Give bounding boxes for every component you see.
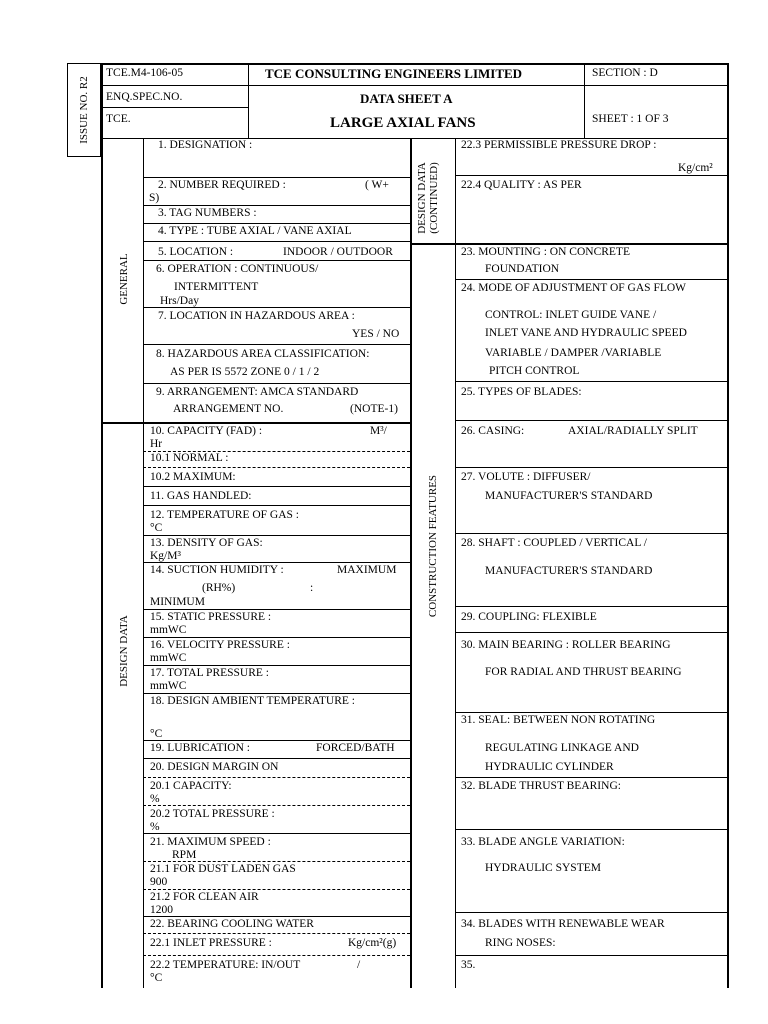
design-data-cont-label: DESIGN DATA (CONTINUED) <box>416 162 440 234</box>
field-22-2-sep: / <box>357 959 361 971</box>
field-20-label: 20. DESIGN MARGIN ON <box>150 761 279 773</box>
field-24-line-1: CONTROL: INLET GUIDE VANE / <box>485 309 657 321</box>
field-31-line-2: HYDRAULIC CYLINDER <box>485 761 614 773</box>
field-18-label: 18. DESIGN AMBIENT TEMPERATURE : <box>150 695 355 707</box>
company-name: TCE CONSULTING ENGINEERS LIMITED <box>265 66 523 81</box>
field-22-1-label: 22.1 INLET PRESSURE : <box>150 937 272 949</box>
field-10-label: 10. CAPACITY (FAD) : <box>150 425 263 437</box>
field-21-2-value: 1200 <box>150 904 173 916</box>
field-22-1-unit: Kg/cm²(g) <box>348 937 397 949</box>
field-19-value: FORCED/BATH <box>316 742 395 754</box>
field-7-value: YES / NO <box>352 328 400 340</box>
field-8-value: AS PER IS 5572 ZONE 0 / 1 / 2 <box>170 366 320 378</box>
field-16-unit: mmWC <box>150 652 187 664</box>
construction-features-label: CONSTRUCTION FEATURES <box>427 474 439 618</box>
field-12-label: 12. TEMPERATURE OF GAS : <box>150 509 299 521</box>
field-22-3-label: 22.3 PERMISSIBLE PRESSURE DROP : <box>461 139 657 151</box>
field-20-1-unit: % <box>150 793 160 805</box>
field-2-unit-b: S) <box>149 192 160 204</box>
field-20-2-unit: % <box>150 821 160 833</box>
field-34-label: 34. BLADES WITH RENEWABLE WEAR <box>461 918 665 930</box>
issue-number: ISSUE NO. R2 <box>78 76 90 144</box>
section-label: SECTION : D <box>592 67 658 79</box>
field-3-label: 3. TAG NUMBERS : <box>158 207 257 219</box>
field-18-unit: °C <box>150 728 163 740</box>
field-6-unit: Hrs/Day <box>160 295 199 307</box>
field-6-label: 6. OPERATION : CONTINUOUS/ <box>156 263 319 275</box>
field-20-1-label: 20.1 CAPACITY: <box>150 780 232 792</box>
field-1-label: 1. DESIGNATION : <box>158 139 253 151</box>
field-21-2-label: 21.2 FOR CLEAN AIR <box>150 891 259 903</box>
field-10-unit-b: Hr <box>150 438 163 450</box>
field-11-label: 11. GAS HANDLED: <box>150 490 252 502</box>
tce-label: TCE. <box>106 113 131 125</box>
field-25-label: 25. TYPES OF BLADES: <box>461 386 582 398</box>
field-29-label: 29. COUPLING: FLEXIBLE <box>461 611 597 623</box>
field-21-unit: RPM <box>172 849 197 861</box>
field-2-label: 2. NUMBER REQUIRED : <box>158 179 286 191</box>
field-10-2-label: 10.2 MAXIMUM: <box>150 471 236 483</box>
field-14-colon: : <box>310 582 314 594</box>
page-title: LARGE AXIAL FANS <box>330 115 476 131</box>
field-22-2-label: 22.2 TEMPERATURE: IN/OUT <box>150 959 301 971</box>
field-12-unit: °C <box>150 522 163 534</box>
field-30-value: FOR RADIAL AND THRUST BEARING <box>485 666 682 678</box>
field-21-1-value: 900 <box>150 876 168 888</box>
field-30-label: 30. MAIN BEARING : ROLLER BEARING <box>461 639 671 651</box>
field-22-4-label: 22.4 QUALITY : AS PER <box>461 179 582 191</box>
field-28-value: MANUFACTURER'S STANDARD <box>485 565 653 577</box>
field-6-value: INTERMITTENT <box>174 281 259 293</box>
field-27-label: 27. VOLUTE : DIFFUSER/ <box>461 471 591 483</box>
field-24-line-3: VARIABLE / DAMPER /VARIABLE <box>485 347 662 359</box>
field-2-unit: ( W+ <box>365 179 389 191</box>
field-7-label: 7. LOCATION IN HAZARDOUS AREA : <box>158 310 355 322</box>
field-26-label: 26. CASING: <box>461 425 525 437</box>
field-23-value: FOUNDATION <box>485 263 560 275</box>
field-33-label: 33. BLADE ANGLE VARIATION: <box>461 836 625 848</box>
field-9-value: ARRANGEMENT NO. <box>173 403 284 415</box>
field-17-label: 17. TOTAL PRESSURE : <box>150 667 269 679</box>
field-14-min: MINIMUM <box>150 596 205 608</box>
field-35-label: 35. <box>461 959 476 971</box>
field-20-2-label: 20.2 TOTAL PRESSURE : <box>150 808 275 820</box>
field-5-label: 5. LOCATION : <box>158 246 234 258</box>
field-26-value: AXIAL/RADIALLY SPLIT <box>568 425 698 437</box>
design-data-label: DESIGN DATA <box>118 615 130 687</box>
field-9-note: (NOTE-1) <box>350 403 398 415</box>
field-24-label: 24. MODE OF ADJUSTMENT OF GAS FLOW <box>461 282 687 294</box>
field-14-label: 14. SUCTION HUMIDITY : <box>150 564 284 576</box>
field-15-unit: mmWC <box>150 624 187 636</box>
field-15-label: 15. STATIC PRESSURE : <box>150 611 272 623</box>
field-10-unit: M³/ <box>370 425 387 437</box>
field-4-label: 4. TYPE : TUBE AXIAL / VANE AXIAL <box>158 225 352 237</box>
enq-spec-no: ENQ.SPEC.NO. <box>106 91 183 103</box>
field-16-label: 16. VELOCITY PRESSURE : <box>150 639 290 651</box>
field-34-value: RING NOSES: <box>485 937 556 949</box>
field-14-rh: (RH%) <box>202 582 236 594</box>
field-14-max: MAXIMUM <box>337 564 397 576</box>
field-21-1-label: 21.1 FOR DUST LADEN GAS <box>150 863 296 875</box>
field-33-value: HYDRAULIC SYSTEM <box>485 862 601 874</box>
field-21-label: 21. MAXIMUM SPEED : <box>150 836 271 848</box>
field-10-1-label: 10.1 NORMAL : <box>150 452 229 464</box>
field-22-2-unit: °C <box>150 972 163 984</box>
data-sheet-label: DATA SHEET A <box>360 91 453 106</box>
field-24-line-4: PITCH CONTROL <box>489 365 580 377</box>
sheet-number: SHEET : 1 OF 3 <box>592 113 669 125</box>
field-8-label: 8. HAZARDOUS AREA CLASSIFICATION: <box>156 348 370 360</box>
field-13-label: 13. DENSITY OF GAS: <box>150 537 263 549</box>
field-13-unit: Kg/M³ <box>150 550 181 562</box>
field-9-label: 9. ARRANGEMENT: AMCA STANDARD <box>156 386 359 398</box>
field-31-label: 31. SEAL: BETWEEN NON ROTATING <box>461 714 656 726</box>
field-23-label: 23. MOUNTING : ON CONCRETE <box>461 246 630 258</box>
field-28-label: 28. SHAFT : COUPLED / VERTICAL / <box>461 537 647 549</box>
field-19-label: 19. LUBRICATION : <box>150 742 250 754</box>
field-32-label: 32. BLADE THRUST BEARING: <box>461 780 621 792</box>
field-31-line-1: REGULATING LINKAGE AND <box>485 742 639 754</box>
field-24-line-2: INLET VANE AND HYDRAULIC SPEED <box>485 327 687 339</box>
field-17-unit: mmWC <box>150 680 187 692</box>
field-27-value: MANUFACTURER'S STANDARD <box>485 490 653 502</box>
doc-number: TCE.M4-106-05 <box>106 67 183 79</box>
field-22-3-unit: Kg/cm² <box>678 162 713 174</box>
general-label: GENERAL <box>118 253 130 305</box>
field-22-label: 22. BEARING COOLING WATER <box>150 918 314 930</box>
field-5-value: INDOOR / OUTDOOR <box>283 246 393 258</box>
